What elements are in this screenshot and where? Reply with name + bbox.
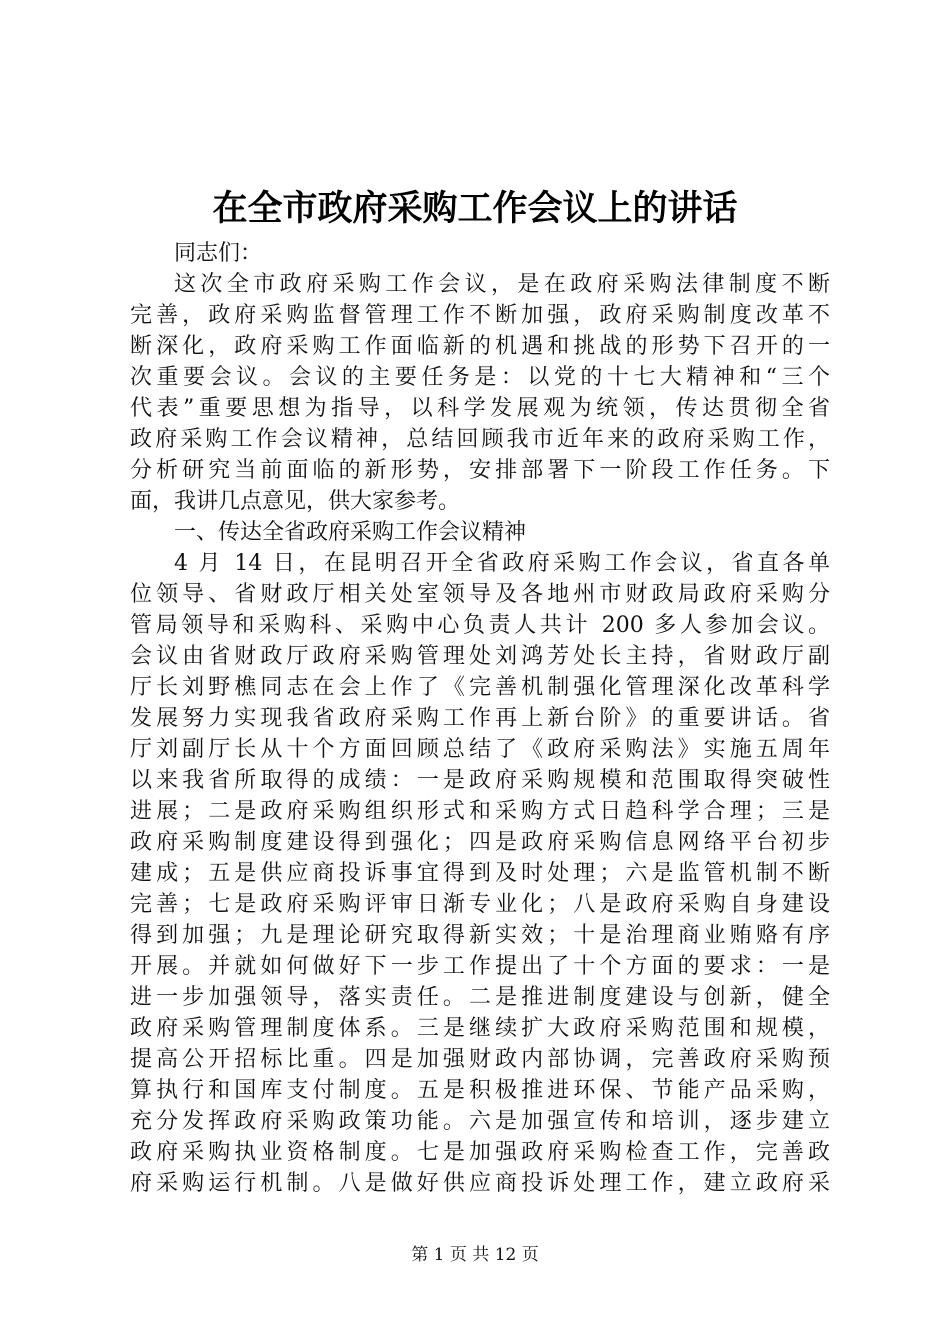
text-line: 断深化，政府采购工作面临新的机遇和挑战的形势下召开的一 <box>130 334 830 359</box>
text-line: 政府采购执业资格制度。七是加强政府采购检查工作，完善政 <box>130 1140 830 1165</box>
text-line: 同志们： <box>174 241 263 266</box>
document-title: 在全市政府采购工作会议上的讲话 <box>212 188 738 229</box>
text-line: 代表”重要思想为指导，以科学发展观为统领，传达贯彻全省 <box>130 396 830 421</box>
text-line: 政府采购制度建设得到强化；四是政府采购信息网络平台初步 <box>130 830 830 855</box>
text-line: 进一步加强领导，落实责任。二是推进制度建设与创新，健全 <box>130 985 830 1010</box>
text-line: 这次全市政府采购工作会议，是在政府采购法律制度不断 <box>174 272 830 297</box>
text-line: 政府采购管理制度体系。三是继续扩大政府采购范围和规模， <box>130 1016 830 1041</box>
text-line: 分析研究当前面临的新形势，安排部署下一阶段工作任务。下 <box>130 458 830 483</box>
text-line: 面，我讲几点意见，供大家参考。 <box>130 489 461 514</box>
text-line: 府采购运行机制。八是做好供应商投诉处理工作，建立政府采 <box>130 1171 830 1196</box>
text-line: 4 月 14 日，在昆明召开全省政府采购工作会议，省直各单 <box>174 551 830 576</box>
page-footer: 第 1 页 共 12 页 <box>411 1245 539 1265</box>
text-line: 建成；五是供应商投诉事宜得到及时处理；六是监管机制不断 <box>130 861 830 886</box>
text-line: 位领导、省财政厅相关处室领导及各地州市财政局政府采购分 <box>130 582 830 607</box>
text-line: 以来我省所取得的成绩：一是政府采购规模和范围取得突破性 <box>130 768 830 793</box>
text-line: 次重要会议。会议的主要任务是：以党的十七大精神和“三个 <box>130 365 830 390</box>
text-line: 发展努力实现我省政府采购工作再上新台阶》的重要讲话。省 <box>130 706 830 731</box>
text-line: 政府采购工作会议精神，总结回顾我市近年来的政府采购工作， <box>130 427 830 452</box>
text-line: 完善，政府采购监督管理工作不断加强，政府采购制度改革不 <box>130 303 830 328</box>
text-line: 厅长刘野樵同志在会上作了《完善机制强化管理深化改革科学 <box>130 675 830 700</box>
text-line: 厅刘副厅长从十个方面回顾总结了《政府采购法》实施五周年 <box>130 737 830 762</box>
text-line: 一、传达全省政府采购工作会议精神 <box>174 520 527 545</box>
text-line: 会议由省财政厅政府采购管理处刘鸿芳处长主持，省财政厅副 <box>130 644 830 669</box>
text-line: 管局领导和采购科、采购中心负责人共计 200 多人参加会议。 <box>130 613 830 638</box>
text-line: 进展；二是政府采购组织形式和采购方式日趋科学合理；三是 <box>130 799 830 824</box>
document-body <box>130 238 830 1199</box>
text-line: 完善；七是政府采购评审日渐专业化；八是政府采购自身建设 <box>130 892 830 917</box>
text-line: 得到加强；九是理论研究取得新实效；十是治理商业贿赂有序 <box>130 923 830 948</box>
text-line: 充分发挥政府采购政策功能。六是加强宣传和培训，逐步建立 <box>130 1109 830 1134</box>
text-line: 开展。并就如何做好下一步工作提出了十个方面的要求：一是 <box>130 954 830 979</box>
text-line: 提高公开招标比重。四是加强财政内部协调，完善政府采购预 <box>130 1047 830 1072</box>
text-line: 算执行和国库支付制度。五是积极推进环保、节能产品采购， <box>130 1078 830 1103</box>
